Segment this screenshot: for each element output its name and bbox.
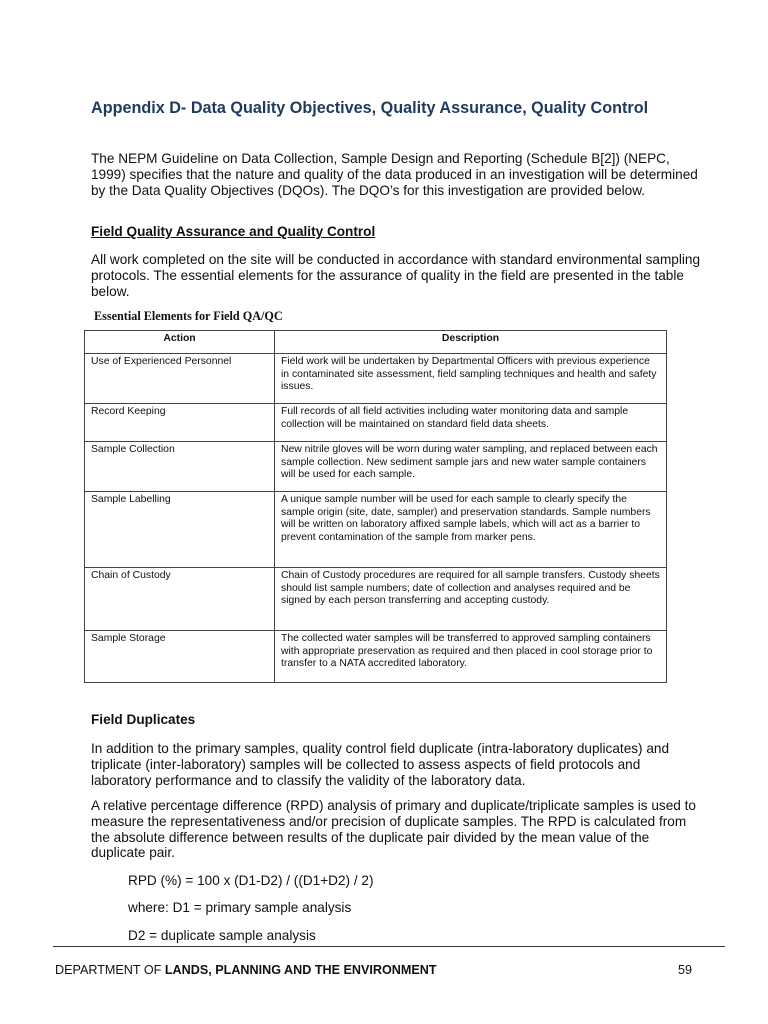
table-row	[85, 631, 667, 683]
row-action: Use of Experienced Personnel	[85, 354, 275, 404]
row-description: Field work will be undertaken by Departmental Officers with previous experience in contaminated site assessment, field sampling techniques and health and safety issues.	[275, 354, 667, 404]
table-row	[85, 354, 667, 404]
field-qaqc-paragraph: All work completed on the site will be conducted in accordance with standard environmental sampling protocols. The essential elements for the assurance of quality in the field are presented in the table below.	[91, 252, 701, 299]
row-action: Sample Collection	[85, 442, 275, 492]
table-row	[85, 568, 667, 631]
field-duplicates-paragraph-1: In addition to the primary samples, quality control field duplicate (intra-laboratory duplicates) and triplicate (inter-laboratory) samples will be collected to assess aspects of field protocols and laboratory performance and to classify the validity of the laboratory data.	[91, 741, 670, 788]
row-action: Chain of Custody	[85, 568, 275, 631]
column-header-action: Action	[85, 331, 275, 354]
d2-definition: D2 = duplicate sample analysis	[128, 928, 316, 943]
row-description: The collected water samples will be transferred to approved sampling containers with appropriate preservation as required and then placed in cool storage prior to transfer to a NATA accredited laboratory.	[275, 631, 667, 683]
row-description: Chain of Custody procedures are required for all sample transfers. Custody sheets should list sample numbers; date of collection and analyses required and be signed by each person transferring and accepting custody.	[275, 568, 667, 631]
row-description: A unique sample number will be used for each sample to clearly specify the sample origin (site, date, sampler) and preservation standards. Sample numbers will be written on laboratory affixed sample labels, which will act as a barrier to prevent contamination of the sample from marker pens.	[275, 492, 667, 568]
appendix-heading: Appendix D- Data Quality Objectives, Quality Assurance, Quality Control	[91, 99, 649, 117]
footer-divider	[53, 946, 725, 947]
d1-definition: where: D1 = primary sample analysis	[128, 900, 352, 915]
table-caption: Essential Elements for Field QA/QC	[94, 309, 283, 323]
field-qaqc-title: Field Quality Assurance and Quality Control	[91, 224, 376, 239]
qaqc-table	[84, 330, 667, 683]
rpd-formula: RPD (%) = 100 x (D1-D2) / ((D1+D2) / 2)	[128, 873, 374, 888]
table-row	[85, 442, 667, 492]
row-action: Sample Storage	[85, 631, 275, 683]
table-header-row	[85, 331, 667, 354]
table-row	[85, 492, 667, 568]
field-duplicates-paragraph-2: A relative percentage difference (RPD) analysis of primary and duplicate/triplicate samples is used to measure the representativeness and/or precision of duplicate samples. The RPD is calculated from the absolute difference between results of the duplicate pair divided by the mean value of the duplicate pair.	[91, 798, 696, 861]
row-description: Full records of all field activities including water monitoring data and sample collection will be maintained on standard field data sheets.	[275, 404, 667, 442]
page-number: 59	[678, 963, 693, 977]
intro-paragraph: The NEPM Guideline on Data Collection, Sample Design and Reporting (Schedule B[2]) (NEPC, 1999) specifies that the nature and quality of the data produced in an investigation will be determined by the Data Quality Objectives (DQOs). The DQO’s for this investigation are provided below.	[91, 151, 698, 198]
field-duplicates-title: Field Duplicates	[91, 712, 196, 727]
row-description: New nitrile gloves will be worn during water sampling, and replaced between each sample collection. New sediment sample jars and new water sample containers will be used for each sample.	[275, 442, 667, 492]
footer-department-prefix: DEPARTMENT OF	[55, 963, 165, 977]
row-action: Record Keeping	[85, 404, 275, 442]
column-header-description: Description	[275, 331, 667, 354]
footer-department-name: LANDS, PLANNING AND THE ENVIRONMENT	[164, 963, 437, 977]
table-row	[85, 404, 667, 442]
footer-department	[55, 963, 437, 977]
row-action: Sample Labelling	[85, 492, 275, 568]
